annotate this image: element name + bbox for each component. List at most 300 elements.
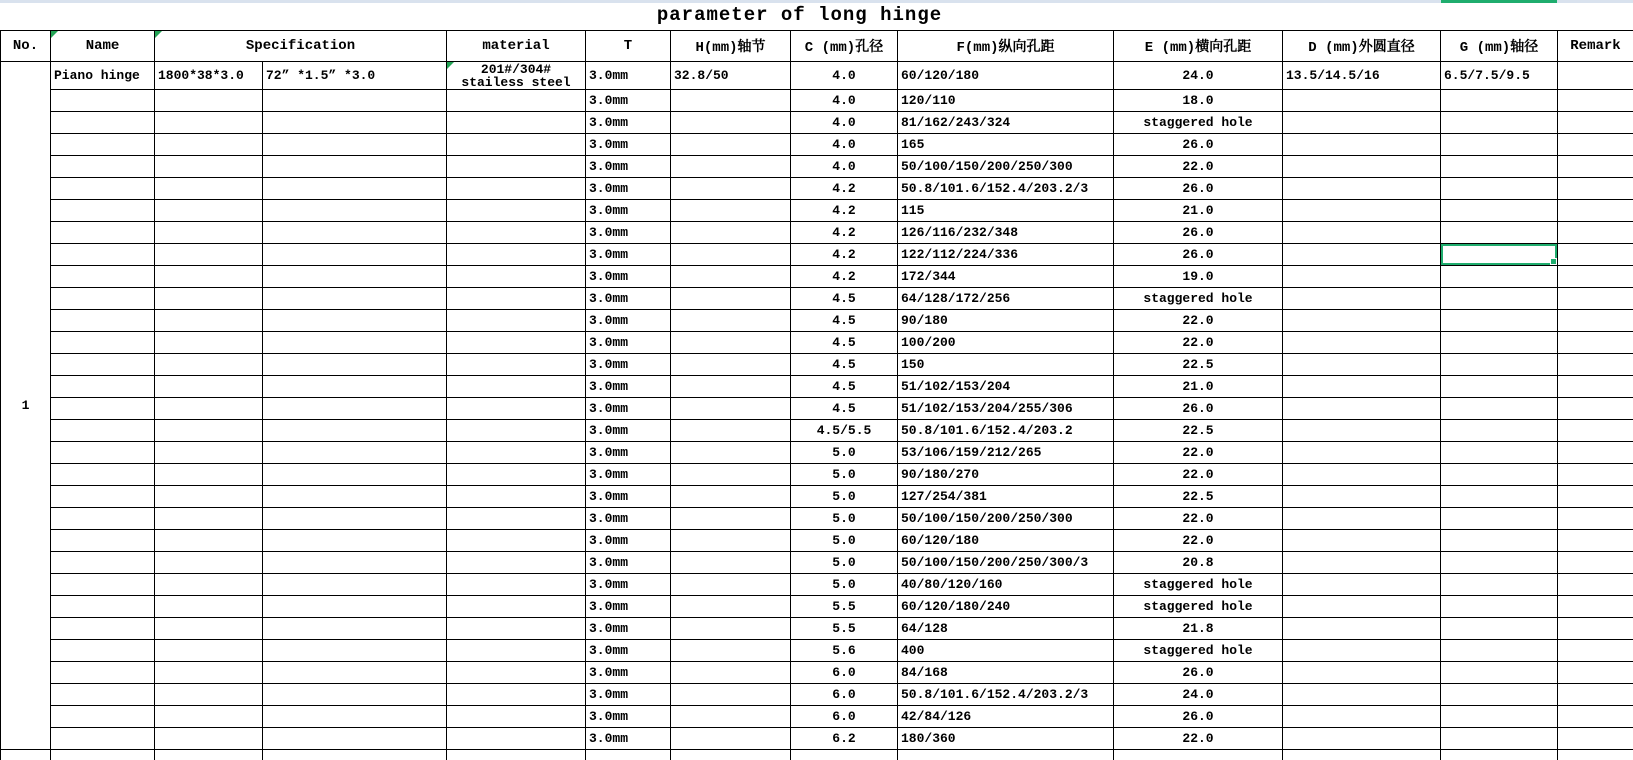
cell-name[interactable] [51,750,155,760]
cell-d[interactable]: 13.5/14.5/16 [1283,62,1441,90]
cell-spec1[interactable] [155,486,263,508]
cell-spec2[interactable] [263,156,447,178]
cell-remark[interactable] [1558,508,1633,530]
cell-t[interactable]: 3.0mm [586,200,671,222]
cell-name[interactable] [51,244,155,266]
cell-remark[interactable] [1558,354,1633,376]
cell-spec2[interactable] [263,288,447,310]
cell-remark[interactable] [1558,266,1633,288]
cell-name[interactable] [51,134,155,156]
cell-spec2[interactable] [263,750,447,760]
cell-material[interactable] [447,706,586,728]
cell-spec1[interactable] [155,178,263,200]
cell-d[interactable] [1283,354,1441,376]
col-header-name[interactable] [51,31,155,62]
cell-t[interactable]: 3.0mm [586,376,671,398]
cell-remark[interactable] [1558,156,1633,178]
cell-h[interactable] [671,618,791,640]
cell-e[interactable]: 22.0 [1114,530,1283,552]
cell-c[interactable]: 5.0 [791,530,898,552]
cell-spec2[interactable] [263,464,447,486]
cell-f[interactable]: 400 [898,640,1114,662]
cell-name[interactable] [51,662,155,684]
cell-spec2[interactable] [263,178,447,200]
cell-t[interactable]: 3.0mm [586,134,671,156]
cell-t[interactable]: 3.0mm [586,530,671,552]
cell-h[interactable] [671,156,791,178]
cell-name[interactable] [51,200,155,222]
col-header-material[interactable]: material [447,31,586,62]
cell-g[interactable] [1441,574,1558,596]
cell-spec2[interactable] [263,508,447,530]
cell-g[interactable] [1441,618,1558,640]
cell-spec2[interactable] [263,310,447,332]
cell-spec1[interactable] [155,266,263,288]
cell-d[interactable] [1283,222,1441,244]
cell-c[interactable]: 5.0 [791,552,898,574]
cell-c[interactable]: 4.5 [791,288,898,310]
cell-f[interactable]: 64/128/172/256 [898,288,1114,310]
cell-spec2[interactable] [263,354,447,376]
cell-spec1[interactable] [155,310,263,332]
cell-spec2[interactable] [263,222,447,244]
cell-spec1[interactable] [155,464,263,486]
cell-name[interactable]: Piano hinge [51,62,155,90]
cell-name[interactable] [51,618,155,640]
cell-t[interactable]: 3.0mm [586,596,671,618]
cell-f[interactable]: 50/100/150/200/250/300/3 [898,552,1114,574]
cell-g[interactable] [1441,200,1558,222]
cell-spec2[interactable] [263,266,447,288]
cell-name[interactable] [51,728,155,750]
cell-spec2[interactable] [263,706,447,728]
cell-f[interactable]: 120/110 [898,90,1114,112]
cell-material[interactable] [447,618,586,640]
cell-c[interactable]: 5.0 [791,464,898,486]
cell-name[interactable] [51,222,155,244]
cell-name[interactable] [51,420,155,442]
cell-material[interactable] [447,508,586,530]
cell-spec1[interactable] [155,596,263,618]
cell-e[interactable]: 21.8 [1114,618,1283,640]
cell-spec2[interactable] [263,442,447,464]
cell-t[interactable]: 3.0mm [586,156,671,178]
cell-t[interactable]: 3.0mm [586,354,671,376]
cell-material[interactable] [447,552,586,574]
cell-name[interactable] [51,398,155,420]
cell-h[interactable] [671,288,791,310]
cell-h[interactable] [671,574,791,596]
cell-spec1[interactable] [155,354,263,376]
cell-e[interactable]: 26.0 [1114,398,1283,420]
cell-g[interactable] [1441,750,1558,760]
cell-material[interactable] [447,222,586,244]
cell-f[interactable]: 81/162/243/324 [898,112,1114,134]
cell-e[interactable]: 19.0 [1114,266,1283,288]
cell-f[interactable]: 150 [898,354,1114,376]
cell-h[interactable] [671,200,791,222]
cell-e[interactable]: 20.8 [1114,552,1283,574]
cell-spec1[interactable] [155,618,263,640]
cell-d[interactable] [1283,662,1441,684]
cell-spec1[interactable] [155,288,263,310]
cell-h[interactable] [671,354,791,376]
cell-d[interactable] [1283,574,1441,596]
cell-remark[interactable] [1558,618,1633,640]
cell-f[interactable] [898,750,1114,760]
cell-name[interactable] [51,508,155,530]
cell-remark[interactable] [1558,200,1633,222]
cell-remark[interactable] [1558,398,1633,420]
cell-f[interactable]: 165 [898,134,1114,156]
cell-g[interactable]: 6.5/7.5/9.5 [1441,62,1558,90]
cell-g[interactable] [1441,112,1558,134]
cell-remark[interactable] [1558,750,1633,760]
cell-material[interactable] [447,530,586,552]
cell-h[interactable] [671,486,791,508]
cell-d[interactable] [1283,508,1441,530]
cell-h[interactable] [671,706,791,728]
cell-f[interactable]: 84/168 [898,662,1114,684]
cell-t[interactable]: 3.0mm [586,574,671,596]
cell-d[interactable] [1283,486,1441,508]
cell-spec1[interactable]: 1800*38*3.0 [155,62,263,90]
cell-spec2[interactable] [263,420,447,442]
cell-name[interactable] [51,288,155,310]
cell-f[interactable]: 42/84/126 [898,706,1114,728]
cell-f[interactable]: 40/80/120/160 [898,574,1114,596]
cell-g[interactable] [1441,376,1558,398]
cell-t[interactable]: 3.0mm [586,618,671,640]
cell-e[interactable]: 26.0 [1114,662,1283,684]
cell-g[interactable] [1441,156,1558,178]
cell-c[interactable]: 6.0 [791,706,898,728]
cell-d[interactable] [1283,464,1441,486]
cell-c[interactable]: 6.2 [791,728,898,750]
cell-material[interactable] [447,156,586,178]
cell-e[interactable]: 24.0 [1114,62,1283,90]
cell-name[interactable] [51,376,155,398]
cell-name[interactable] [51,530,155,552]
cell-t[interactable]: 3.0mm [586,332,671,354]
col-header-remark[interactable]: Remark [1558,31,1633,62]
cell-c[interactable]: 4.2 [791,200,898,222]
cell-remark[interactable] [1558,222,1633,244]
cell-spec2[interactable] [263,112,447,134]
cell-h[interactable] [671,442,791,464]
cell-d[interactable] [1283,310,1441,332]
cell-f[interactable]: 60/120/180/240 [898,596,1114,618]
cell-remark[interactable] [1558,288,1633,310]
cell-t[interactable]: 3.0mm [586,662,671,684]
cell-f[interactable]: 90/180/270 [898,464,1114,486]
cell-h[interactable] [671,552,791,574]
cell-material[interactable] [447,464,586,486]
cell-d[interactable] [1283,332,1441,354]
cell-remark[interactable] [1558,332,1633,354]
cell-spec2[interactable] [263,486,447,508]
cell-spec2[interactable] [263,618,447,640]
cell-t[interactable]: 3.0mm [586,684,671,706]
cell-name[interactable] [51,266,155,288]
cell-h[interactable] [671,684,791,706]
cell-remark[interactable] [1558,464,1633,486]
cell-f[interactable]: 60/120/180 [898,530,1114,552]
cell-h[interactable] [671,90,791,112]
cell-t[interactable]: 3.0mm [586,420,671,442]
cell-e[interactable]: staggered hole [1114,640,1283,662]
cell-material[interactable] [447,354,586,376]
cell-material[interactable] [447,376,586,398]
cell-e[interactable]: 26.0 [1114,178,1283,200]
cell-g[interactable] [1441,530,1558,552]
cell-d[interactable] [1283,178,1441,200]
cell-material[interactable] [447,398,586,420]
cell-material[interactable] [447,244,586,266]
cell-t[interactable]: 3.0mm [586,266,671,288]
cell-h[interactable] [671,332,791,354]
cell-spec1[interactable] [155,728,263,750]
cell-c[interactable]: 4.5 [791,376,898,398]
cell-spec1[interactable] [155,640,263,662]
cell-g[interactable] [1441,596,1558,618]
cell-c[interactable]: 5.0 [791,508,898,530]
cell-d[interactable] [1283,596,1441,618]
cell-spec1[interactable] [155,376,263,398]
cell-name[interactable] [51,552,155,574]
cell-d[interactable] [1283,618,1441,640]
cell-material[interactable] [447,662,586,684]
cell-g[interactable] [1441,134,1558,156]
cell-g[interactable] [1441,178,1558,200]
cell-h[interactable] [671,266,791,288]
cell-d[interactable] [1283,266,1441,288]
cell-h[interactable] [671,222,791,244]
cell-spec1[interactable] [155,112,263,134]
cell-name[interactable] [51,442,155,464]
cell-e[interactable]: 22.0 [1114,156,1283,178]
sheet-title[interactable]: parameter of long hinge [656,4,943,26]
cell-c[interactable]: 4.5 [791,354,898,376]
cell-t[interactable]: 3.0mm [586,222,671,244]
cell-remark[interactable] [1558,62,1633,90]
cell-spec2[interactable] [263,398,447,420]
cell-c[interactable]: 4.0 [791,112,898,134]
cell-h[interactable] [671,596,791,618]
cell-h[interactable] [671,530,791,552]
cell-g[interactable] [1441,640,1558,662]
cell-material[interactable] [447,728,586,750]
cell-material[interactable] [447,486,586,508]
cell-d[interactable] [1283,200,1441,222]
cell-c[interactable]: 4.5 [791,332,898,354]
cell-g[interactable] [1441,706,1558,728]
cell-c[interactable]: 4.2 [791,244,898,266]
cell-material[interactable] [447,332,586,354]
cell-e[interactable]: staggered hole [1114,288,1283,310]
cell-h[interactable]: 32.8/50 [671,62,791,90]
cell-t[interactable]: 3.0mm [586,486,671,508]
cell-f[interactable]: 172/344 [898,266,1114,288]
cell-f[interactable]: 115 [898,200,1114,222]
cell-g[interactable] [1441,684,1558,706]
cell-g[interactable] [1441,288,1558,310]
cell-spec1[interactable] [155,90,263,112]
cell-f[interactable]: 127/254/381 [898,486,1114,508]
cell-f[interactable]: 90/180 [898,310,1114,332]
cell-d[interactable] [1283,288,1441,310]
cell-c[interactable]: 4.2 [791,222,898,244]
cell-spec1[interactable] [155,222,263,244]
cell-c[interactable]: 4.2 [791,266,898,288]
cell-spec2[interactable] [263,332,447,354]
cell-g[interactable] [1441,398,1558,420]
cell-name[interactable] [51,706,155,728]
cell-e[interactable]: 22.5 [1114,354,1283,376]
cell-g[interactable] [1441,662,1558,684]
cell-material[interactable] [447,596,586,618]
cell-c[interactable]: 5.0 [791,486,898,508]
cell-spec1[interactable] [155,574,263,596]
cell-c[interactable]: 5.5 [791,618,898,640]
cell-c[interactable]: 4.2 [791,178,898,200]
cell-t[interactable]: 3.0mm [586,178,671,200]
cell-name[interactable] [51,640,155,662]
cell-spec2[interactable] [263,662,447,684]
cell-h[interactable] [671,640,791,662]
cell-e[interactable]: 26.0 [1114,222,1283,244]
cell-spec1[interactable] [155,552,263,574]
cell-e[interactable]: staggered hole [1114,574,1283,596]
cell-d[interactable] [1283,398,1441,420]
col-header-e[interactable]: E (mm)横向孔距 [1114,31,1283,62]
cell-remark[interactable] [1558,552,1633,574]
cell-material[interactable] [447,178,586,200]
cell-e[interactable]: staggered hole [1114,596,1283,618]
cell-g[interactable] [1441,552,1558,574]
cell-f[interactable]: 64/128 [898,618,1114,640]
cell-g[interactable] [1441,90,1558,112]
cell-d[interactable] [1283,750,1441,760]
cell-g[interactable] [1441,266,1558,288]
cell-h[interactable] [671,420,791,442]
cell-spec1[interactable] [155,530,263,552]
cell-h[interactable] [671,662,791,684]
cell-spec2[interactable] [263,90,447,112]
cell-d[interactable] [1283,640,1441,662]
cell-spec2[interactable] [263,596,447,618]
cell-d[interactable] [1283,684,1441,706]
cell-spec1[interactable] [155,706,263,728]
cell-remark[interactable] [1558,486,1633,508]
cell-material[interactable] [447,62,586,90]
cell-no-merged[interactable]: 1 [1,62,51,750]
cell-t[interactable]: 3.0mm [586,288,671,310]
cell-spec1[interactable] [155,508,263,530]
cell-remark[interactable] [1558,530,1633,552]
cell-f[interactable]: 53/106/159/212/265 [898,442,1114,464]
col-header-t[interactable]: T [586,31,671,62]
col-header-no[interactable]: No. [1,31,51,62]
cell-t[interactable] [586,750,671,760]
cell-spec2[interactable] [263,244,447,266]
cell-f[interactable]: 180/360 [898,728,1114,750]
cell-t[interactable]: 3.0mm [586,90,671,112]
cell-e[interactable] [1114,750,1283,760]
cell-spec1[interactable] [155,200,263,222]
cell-t[interactable]: 3.0mm [586,310,671,332]
cell-f[interactable]: 122/112/224/336 [898,244,1114,266]
cell-name[interactable] [51,596,155,618]
cell-t[interactable]: 3.0mm [586,62,671,90]
cell-d[interactable] [1283,376,1441,398]
cell-e[interactable]: staggered hole [1114,112,1283,134]
cell-spec1[interactable] [155,684,263,706]
cell-c[interactable]: 4.0 [791,156,898,178]
cell-g[interactable] [1441,354,1558,376]
cell-e[interactable]: 22.0 [1114,310,1283,332]
cell-remark[interactable] [1558,728,1633,750]
cell-f[interactable]: 51/102/153/204/255/306 [898,398,1114,420]
cell-no[interactable] [1,750,51,760]
cell-g[interactable] [1441,310,1558,332]
cell-name[interactable] [51,684,155,706]
cell-remark[interactable] [1558,376,1633,398]
cell-e[interactable]: 22.0 [1114,464,1283,486]
cell-material[interactable] [447,90,586,112]
cell-material[interactable] [447,684,586,706]
cell-d[interactable] [1283,706,1441,728]
cell-name[interactable] [51,156,155,178]
cell-g[interactable] [1441,442,1558,464]
cell-name[interactable] [51,90,155,112]
cell-name[interactable] [51,464,155,486]
cell-h[interactable] [671,398,791,420]
cell-h[interactable] [671,728,791,750]
cell-name[interactable] [51,310,155,332]
cell-name[interactable] [51,574,155,596]
cell-d[interactable] [1283,552,1441,574]
cell-spec1[interactable] [155,420,263,442]
cell-c[interactable]: 5.0 [791,574,898,596]
cell-t[interactable]: 3.0mm [586,398,671,420]
cell-material[interactable] [447,134,586,156]
cell-f[interactable]: 51/102/153/204 [898,376,1114,398]
cell-f[interactable]: 50/100/150/200/250/300 [898,508,1114,530]
cell-remark[interactable] [1558,640,1633,662]
cell-remark[interactable] [1558,684,1633,706]
cell-h[interactable] [671,178,791,200]
cell-c[interactable]: 4.5 [791,398,898,420]
cell-t[interactable]: 3.0mm [586,640,671,662]
cell-e[interactable]: 22.5 [1114,486,1283,508]
fill-handle[interactable] [1550,258,1557,265]
cell-spec2[interactable] [263,574,447,596]
cell-e[interactable]: 22.0 [1114,728,1283,750]
cell-spec2[interactable] [263,640,447,662]
cell-g[interactable] [1441,728,1558,750]
cell-remark[interactable] [1558,134,1633,156]
cell-material[interactable] [447,112,586,134]
cell-material[interactable] [447,442,586,464]
cell-spec2[interactable] [263,530,447,552]
cell-g[interactable] [1441,464,1558,486]
cell-name[interactable] [51,486,155,508]
cell-c[interactable]: 5.5 [791,596,898,618]
cell-d[interactable] [1283,134,1441,156]
cell-h[interactable] [671,464,791,486]
cell-material[interactable] [447,574,586,596]
